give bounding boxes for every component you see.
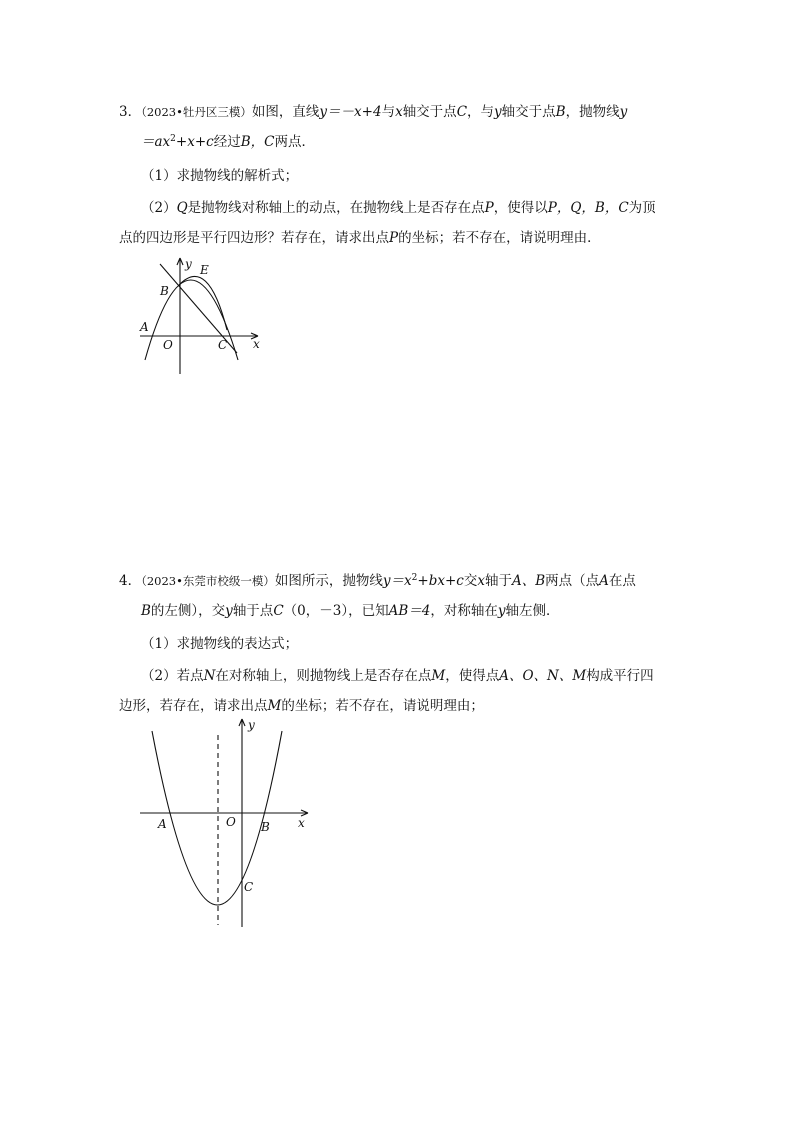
figure4-label-x: x (298, 816, 305, 830)
problem4-line1: 4．（2023•东莞市校级一模）如图所示，抛物线$y=x^2+bx+c$交x轴于A、B两点（点A在点 (119, 573, 636, 589)
problem3-question2: （2）Q是抛物线对称轴上的动点，在抛物线上是否存在点P，使得以P，Q，B，C为顶 (141, 200, 656, 216)
figure4-label-B: B (261, 820, 270, 834)
figure3-label-O: O (163, 338, 173, 352)
problem4-figure (130, 715, 320, 930)
figure3-label-E: E (200, 263, 209, 277)
figure4-label-A: A (158, 817, 167, 831)
problem4-question2: （2）若点N在对称轴上，则抛物线上是否存在点M，使得点A、O、N、M构成平行四 (141, 668, 654, 684)
figure3-label-A: A (140, 320, 149, 334)
figure3-label-x: x (253, 337, 260, 351)
figure3-label-B: B (160, 284, 169, 298)
figure4-label-y: y (248, 718, 255, 732)
figure3-label-y: y (185, 257, 192, 271)
problem3-question1: （1）求抛物线的解析式； (141, 168, 299, 184)
parabola (152, 731, 282, 905)
problem3-figure (120, 250, 280, 380)
figure3-label-C: C (218, 338, 228, 352)
problem4-line2: B的左侧），交y轴于点C（0，－3），已知AB＝4，对称轴在y轴左侧． (141, 603, 560, 619)
figure4-label-C: C (244, 880, 254, 894)
problem3-line1: 3．（2023•牡丹区三模）如图，直线y＝－x+4与x轴交于点C，与y轴交于点B，抛物线y (119, 104, 628, 120)
curve-BEC (179, 276, 227, 330)
problem3-question2-cont: 点的四边形是平行四边形？若存在，请求出点P的坐标；若不存在，请说明理由． (119, 230, 601, 246)
problem4-question1: （1）求抛物线的表达式； (141, 636, 299, 652)
figure4-label-O: O (226, 815, 236, 829)
problem4-question2-cont: 边形，若存在，请求出点M的坐标；若不存在，请说明理由； (119, 698, 484, 714)
problem3-line2: $=ax^2+x+c$经过B，C两点． (141, 134, 315, 150)
